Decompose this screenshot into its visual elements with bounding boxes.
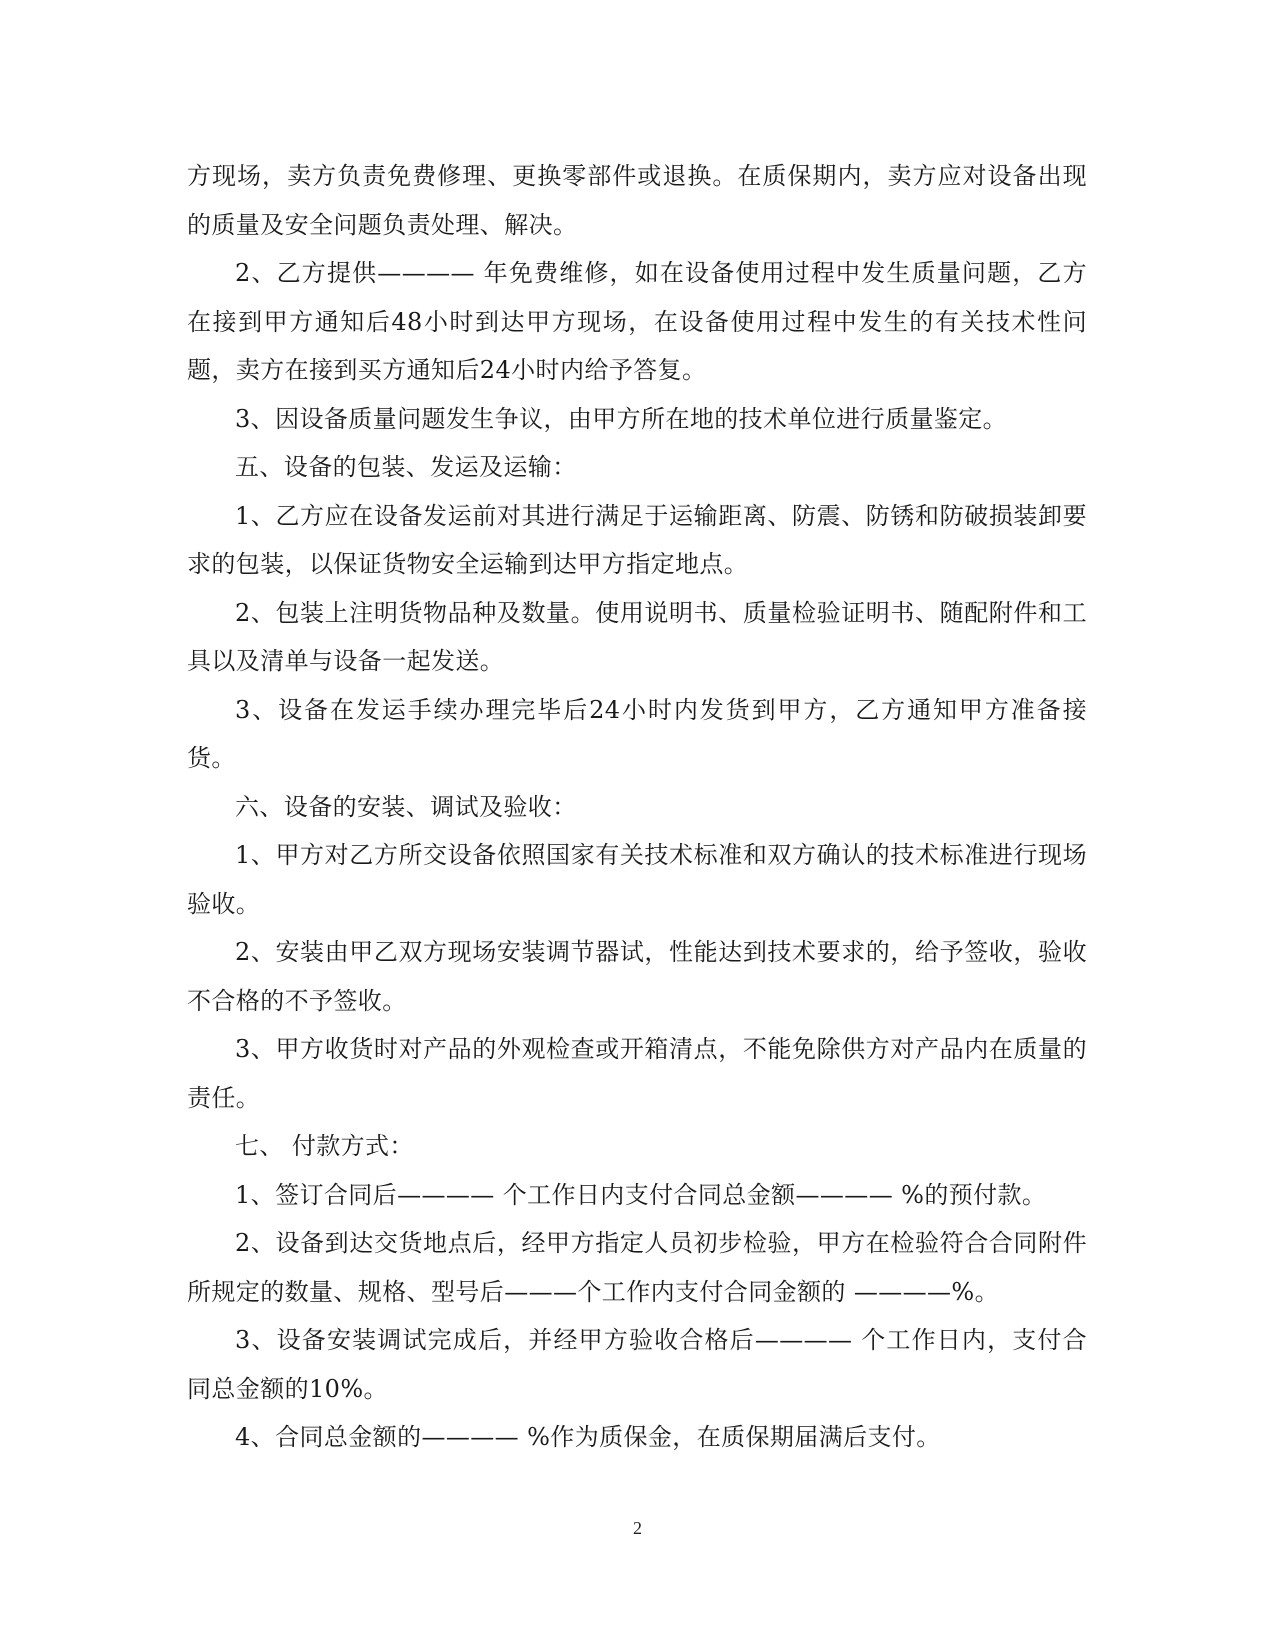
paragraph-delivery-payment: 2、设备到达交货地点后，经甲方指定人员初步检验，甲方在检验符合合同附件所规定的数量、规格、型号后———个工作内支付合同金额的 ————%。 — [187, 1229, 1087, 1306]
paragraph-packaging-labeling: 2、包装上注明货物品种及数量。使用说明书、质量检验证明书、随配附件和工具以及清单与设备一起发送。 — [187, 598, 1087, 675]
section-heading-installation: 六、设备的安装、调试及验收： — [235, 792, 577, 821]
paragraph-advance-payment: 1、签订合同后———— 个工作日内支付合同总金额———— %的预付款。 — [235, 1180, 1047, 1209]
section-heading-packaging: 五、设备的包装、发运及运输： — [235, 453, 577, 481]
paragraph-warranty-continuation: 方现场，卖方负责免费修理、更换零部件或退换。在质保期内，卖方应对设备出现的质量及安全问题负责处理、解决。 — [187, 162, 1087, 239]
paragraph-quality-dispute: 3、因设备质量问题发生争议，由甲方所在地的技术单位进行质量鉴定。 — [235, 404, 1008, 433]
section-heading-payment: 七、 付款方式： — [235, 1132, 414, 1160]
paragraph-acceptance-payment: 3、设备安装调试完成后，并经甲方验收合格后———— 个工作日内，支付合同总金额的10%。 — [187, 1326, 1087, 1403]
paragraph-onsite-acceptance: 1、甲方对乙方所交设备依照国家有关技术标准和双方确认的技术标准进行现场验收。 — [187, 841, 1087, 918]
document-body — [187, 152, 1087, 1462]
paragraph-free-maintenance: 2、乙方提供———— 年免费维修，如在设备使用过程中发生质量问题，乙方在接到甲方通知后48小时到达甲方现场，在设备使用过程中发生的有关技术性问题，卖方在接到买方通知后24小时内给予答复。 — [187, 259, 1087, 384]
paragraph-retention-money: 4、合同总金额的———— %作为质保金，在质保期届满后支付。 — [235, 1423, 941, 1451]
paragraph-inspection-liability: 3、甲方收货时对产品的外观检查或开箱清点，不能免除供方对产品内在质量的责任。 — [187, 1035, 1087, 1112]
paragraph-packaging-requirements: 1、乙方应在设备发运前对其进行满足于运输距离、防震、防锈和防破损装卸要求的包装，以保证货物安全运输到达甲方指定地点。 — [187, 501, 1087, 578]
paragraph-shipping-time: 3、设备在发运手续办理完毕后24小时内发货到甲方，乙方通知甲方准备接货。 — [187, 695, 1087, 772]
paragraph-installation-debugging: 2、安装由甲乙双方现场安装调节器试，性能达到技术要求的，给予签收，验收不合格的不予签收。 — [187, 938, 1087, 1015]
page-number: 2 — [633, 1518, 642, 1538]
